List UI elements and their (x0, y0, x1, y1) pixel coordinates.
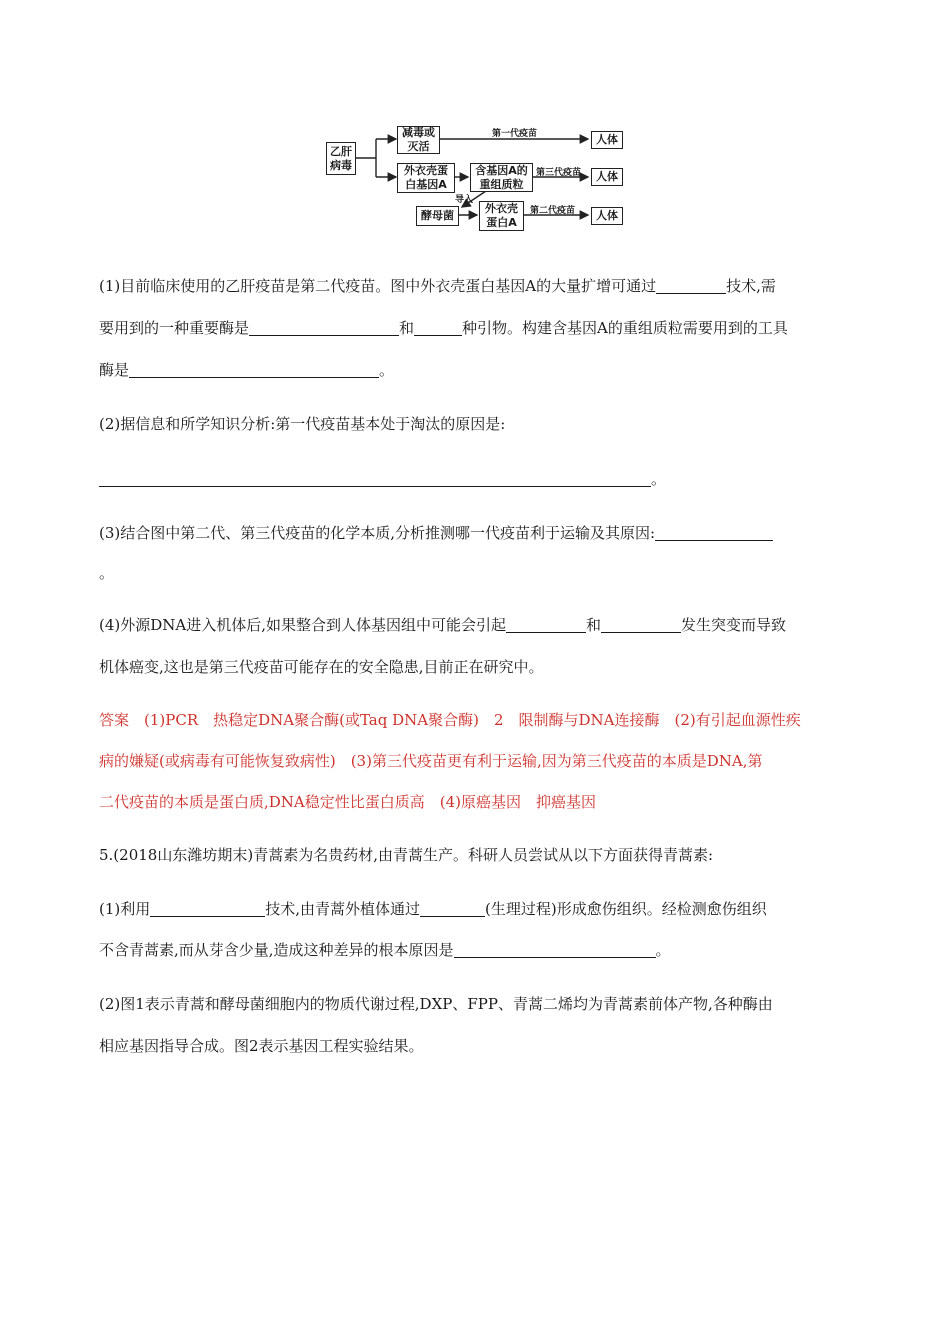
q1-blank-enzyme (249, 319, 399, 336)
q5-p1-line1: (1)利用 技术,由青蒿外植体通过 (生理过程)形成愈伤组织。经检测愈伤组织 (99, 900, 767, 918)
q5-p2-line1: (2)图1表示青蒿和酵母菌细胞内的物质代谢过程,DXP、FPP、青蒿二烯均为青蒿素前体产物,各种酶由 (99, 995, 773, 1013)
q1-blank-tool-enzyme (129, 361, 379, 378)
q1-line2: 要用到的一种重要酶是 和 种引物。构建含基因A的重组质粒需要用到的工具 (99, 319, 788, 337)
gene-a-box: 外衣壳蛋 白基因A (397, 163, 455, 193)
q5-blank-technique (150, 900, 265, 917)
q3-line1: (3)结合图中第二代、第三代疫苗的化学本质,分析推测哪一代疫苗利于运输及其原因: (99, 523, 859, 544)
label-third-gen: 第三代疫苗 (536, 168, 582, 178)
q5-intro: 5.(2018山东潍坊期末)青蒿素为名贵药材,由青蒿生产。科研人员尝试从以下方面获得青蒿素: (99, 846, 714, 864)
q3-end: 。 (99, 564, 115, 582)
q1-line1: (1)目前临床使用的乙肝疫苗是第二代疫苗。图中外衣壳蛋白基因A的大量扩增可通过 技术,需 (99, 277, 776, 295)
label-import: 导入 (455, 195, 474, 205)
vaccine-flow-diagram (0, 0, 950, 240)
recombinant-plasmid-box: 含基因A的 重组质粒 (470, 163, 533, 192)
q5-blank-reason (454, 941, 656, 958)
answer-line1: 答案 (1)PCR 热稳定DNA聚合酶(或Taq DNA聚合酶) 2 限制酶与DNA连接酶 (2)有引起血源性疾 (99, 711, 801, 729)
label-first-gen: 第一代疫苗 (492, 129, 538, 139)
q2-answer-line: 。 (99, 469, 859, 490)
human-box-3: 人体 (591, 207, 623, 225)
attenuated-box: 减毒或 灭活 (397, 126, 440, 154)
answer-line2: 病的嫌疑(或病毒有可能恢复致病性) (3)第三代疫苗更有利于运输,因为第三代疫苗的本质是DNA,第 (99, 752, 763, 770)
diagram-connectors (0, 0, 950, 240)
human-box-1: 人体 (591, 131, 623, 149)
q4-line2: 机体癌变,这也是第三代疫苗可能存在的安全隐患,目前正在研究中。 (99, 658, 544, 676)
q3-blank (655, 524, 773, 541)
q5-p2-line2: 相应基因指导合成。图2表示基因工程实验结果。 (99, 1037, 424, 1055)
q2-line1: (2)据信息和所学知识分析:第一代疫苗基本处于淘汰的原因是: (99, 415, 506, 433)
q1-blank-primer-count (414, 319, 462, 336)
q5-p1-line2: 不含青蒿素,而从芽含少量,造成这种差异的根本原因是 。 (99, 941, 671, 959)
q4-blank-1 (506, 616, 586, 633)
q2-blank (99, 470, 651, 487)
human-box-2: 人体 (591, 168, 623, 186)
label-second-gen: 第二代疫苗 (530, 206, 576, 216)
q1-line3: 酶是 。 (99, 361, 395, 379)
q1-blank-technique (656, 277, 726, 294)
hbv-virus-box: 乙肝 病毒 (326, 142, 356, 175)
q4-blank-2 (601, 616, 681, 633)
protein-a-box: 外衣壳 蛋白A (479, 201, 524, 231)
yeast-box: 酵母菌 (416, 206, 459, 226)
q4-line1: (4)外源DNA进入机体后,如果整合到人体基因组中可能会引起 和 发生突变而导致 (99, 616, 787, 634)
q5-blank-process (420, 900, 485, 917)
answer-line3: 二代疫苗的本质是蛋白质,DNA稳定性比蛋白质高 (4)原癌基因 抑癌基因 (99, 793, 597, 811)
